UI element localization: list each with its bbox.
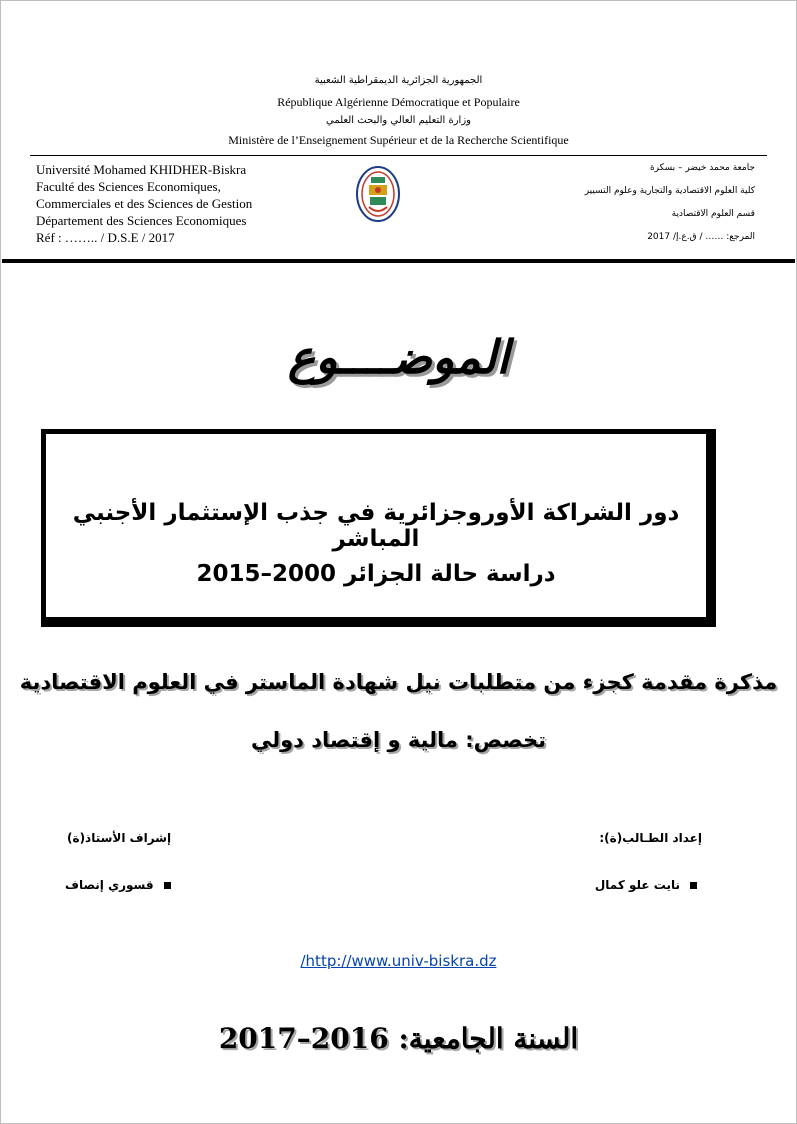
bullet-square-icon — [164, 882, 171, 889]
subject-heading: الموضــــوع — [287, 330, 510, 384]
university-name-fr: Université Mohamed KHIDHER-Biskra — [36, 162, 247, 177]
specialty-line: تخصص: مالية و إقتصاد دولي — [251, 728, 546, 752]
faculty-name-ar: كلية العلوم الاقتصادية والتجارية وعلوم التسيير — [584, 186, 755, 196]
supervisor-name: قسوري إنصاف — [65, 878, 154, 892]
institution-ar — [585, 157, 755, 249]
bullet-square-icon — [690, 882, 697, 889]
student-name: نايت علو كمال — [594, 878, 680, 892]
ministry-ar: وزارة التعليم العالي والبحث العلمي — [326, 115, 471, 126]
supervisor-label: إشراف الأستاذ(ة) — [67, 831, 172, 845]
prepared-by-label: إعداد الطـالب(ة): — [599, 831, 702, 845]
reference-ar: المرجع: …… / ق.ع.إ/ 2017 — [647, 232, 755, 242]
university-website-link[interactable]: /http://www.univ-biskra.dz — [300, 952, 497, 970]
student-entry — [595, 878, 697, 892]
department-name-fr: Département des Sciences Economiques — [36, 213, 247, 228]
memo-statement: مذكرة مقدمة كجزء من متطلبات نيل شهادة الماستر في العلوم الاقتصادية — [19, 670, 778, 694]
academic-year: السنة الجامعية: 2016–2017 — [218, 1022, 579, 1055]
institution-fr — [36, 161, 252, 246]
reference-fr: Réf : …….. / D.S.E / 2017 — [36, 230, 175, 245]
ministry-fr: Ministère de l’Enseignement Supérieur et de la Recherche Scientifique — [228, 133, 569, 147]
faculty-name-fr-1: Faculté des Sciences Economiques, — [36, 179, 221, 194]
republic-ar: الجمهورية الجزائرية الديمقراطية الشعبية — [314, 75, 483, 86]
supervisor-entry — [65, 878, 171, 892]
faculty-name-fr-2: Commerciales et des Sciences de Gestion — [36, 196, 253, 211]
department-name-ar: قسم العلوم الاقتصادية — [671, 209, 755, 219]
thesis-case-study: دراسة حالة الجزائر 2000–2015 — [196, 561, 556, 587]
republic-fr: République Algérienne Démocratique et Populaire — [277, 95, 520, 109]
header-divider — [30, 155, 767, 156]
university-logo-icon — [355, 165, 401, 223]
header-thick-divider — [2, 259, 795, 263]
university-name-ar: جامعة محمد خيضر – بسكرة — [649, 163, 755, 173]
thesis-title: دور الشراكة الأوروجزائرية في جذب الإستثمار الأجنبي المباشر — [72, 500, 680, 552]
